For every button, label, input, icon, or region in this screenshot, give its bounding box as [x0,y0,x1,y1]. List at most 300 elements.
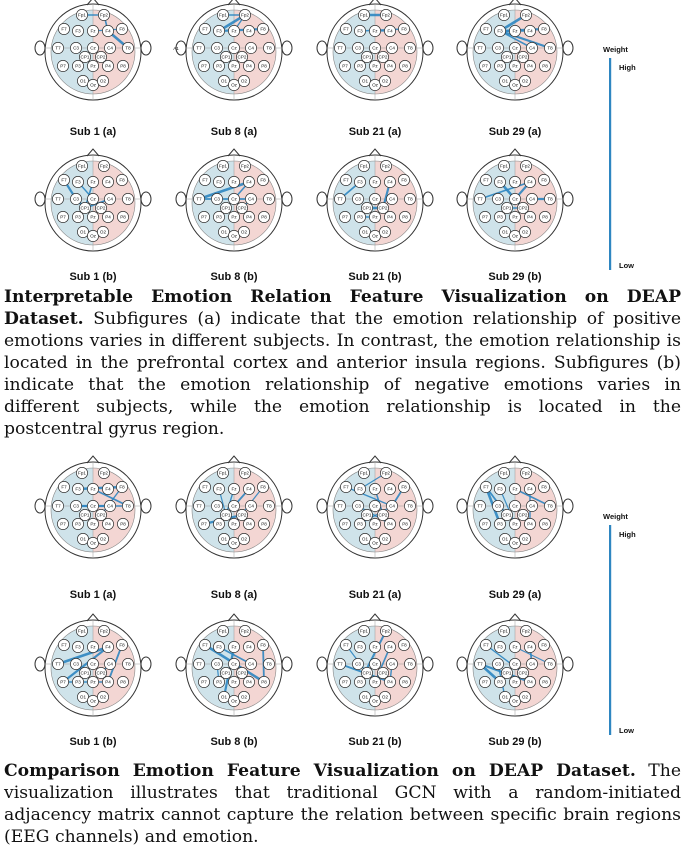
electrode-label-o1: O1 [361,229,369,235]
electrode-label-p7: P7 [482,63,488,69]
electrode-label-oz: Oz [512,698,518,704]
electrode-label-fz: Fz [90,644,96,650]
electrode-label-o1: O1 [501,78,509,84]
right-ear-icon [282,192,292,206]
electrode-label-pz: Pz [231,214,237,220]
weight-legend [603,45,636,270]
electrode-label-pz: Pz [90,521,96,527]
left-ear-icon [317,41,327,55]
electrode-label-pz: Pz [372,521,378,527]
electrode-label-o2: O2 [381,229,389,235]
electrode-label-p7: P7 [342,63,348,69]
electrode-label-pz: Pz [512,679,518,685]
electrode-label-c4: C4 [248,45,254,51]
electrode-label-f4: F4 [246,179,252,185]
electrode-label-fp2: Fp2 [100,163,108,169]
figure-2-caption [4,760,681,848]
right-ear-icon [141,499,151,513]
electrode-label-fp1: Fp1 [78,163,86,169]
right-ear-icon [423,499,433,513]
electrode-label-fp2: Fp2 [100,12,108,18]
electrode-label-f4: F4 [105,28,111,34]
electrode-label-oz: Oz [512,540,518,546]
electrode-label-o1: O1 [501,536,509,542]
electrode-label-p8: P8 [120,214,126,220]
electrode-label-t8: T8 [125,503,131,509]
electrode-label-t8: T8 [547,661,553,667]
electrode-label-fp2: Fp2 [100,470,108,476]
electrode-label-p3: P3 [497,679,503,685]
electrode-label-c3: C3 [355,661,361,667]
electrode-label-f7: F7 [343,642,349,648]
electrode-label-o2: O2 [521,536,529,542]
electrode-label-oz: Oz [372,698,378,704]
electrode-label-cp1: CP1 [80,670,90,676]
electrode-label-p8: P8 [402,63,408,69]
electrode-label-cp1: CP1 [362,670,372,676]
electrode-label-t7: T7 [477,661,483,667]
electrode-label-t8: T8 [407,45,413,51]
electrode-label-fz: Fz [512,644,518,650]
electrode-label-o1: O1 [361,78,369,84]
electrode-label-t7: T7 [477,196,483,202]
electrode-label-cp1: CP1 [362,54,372,60]
electrode-label-t7: T7 [196,196,202,202]
figure-2-canvas [0,455,685,755]
electrode-label-cp1: CP1 [502,670,512,676]
electrode-label-fp1: Fp1 [500,628,508,634]
electrode-label-o1: O1 [79,78,87,84]
electrode-label-f7: F7 [202,484,208,490]
left-ear-icon [176,657,186,671]
electrode-label-p7: P7 [342,521,348,527]
electrode-label-cz: Cz [90,45,96,51]
electrode-label-fz: Fz [90,179,96,185]
electrode-label-f4: F4 [387,486,393,492]
electrode-label-cp2: CP2 [378,54,388,60]
electrode-label-t8: T8 [266,503,272,509]
electrode-label-f8: F8 [541,484,547,490]
electrode-label-p4: P4 [387,679,393,685]
electrode-label-p3: P3 [75,521,81,527]
electrode-label-o2: O2 [240,78,248,84]
figure-2 [0,455,685,755]
electrode-label-p7: P7 [60,521,66,527]
subfigure-label: Sub 8 (a) [210,589,258,601]
electrode-label-fp2: Fp2 [522,470,530,476]
electrode-label-c4: C4 [529,45,535,51]
electrode-label-f3: F3 [497,179,503,185]
electrode-label-p7: P7 [201,521,207,527]
electrode-label-t7: T7 [55,661,61,667]
electrode-label-p3: P3 [75,679,81,685]
electrode-label-t7: T7 [477,503,483,509]
eeg-head-map [317,0,433,100]
electrode-label-f7: F7 [61,177,67,183]
right-ear-icon [563,192,573,206]
electrode-label-p4: P4 [527,214,533,220]
right-ear-icon [282,499,292,513]
electrode-label-t8: T8 [125,196,131,202]
electrode-label-cz: Cz [512,45,518,51]
electrode-label-c3: C3 [495,503,501,509]
electrode-label-p8: P8 [261,679,267,685]
eeg-head-map [317,614,433,716]
electrode-label-f8: F8 [401,26,407,32]
eeg-head-map [176,614,292,716]
electrode-label-c3: C3 [355,196,361,202]
eeg-head-map [176,456,292,558]
electrode-label-pz: Pz [231,521,237,527]
electrode-label-t8: T8 [266,661,272,667]
electrode-label-f8: F8 [541,642,547,648]
electrode-label-f3: F3 [497,486,503,492]
electrode-label-fp1: Fp1 [360,12,368,18]
electrode-label-f7: F7 [343,26,349,32]
electrode-label-p8: P8 [120,521,126,527]
eeg-head-map [176,149,292,251]
electrode-label-p4: P4 [246,63,252,69]
left-ear-icon [457,657,467,671]
electrode-label-cp2: CP2 [96,205,106,211]
weight-legend-high: High [619,530,636,539]
electrode-label-o1: O1 [361,694,369,700]
right-ear-icon [282,657,292,671]
electrode-label-fz: Fz [372,486,378,492]
electrode-label-cp2: CP2 [518,54,528,60]
electrode-label-cp1: CP1 [221,670,231,676]
electrode-label-t7: T7 [337,196,343,202]
electrode-label-c4: C4 [389,45,395,51]
electrode-label-p8: P8 [120,679,126,685]
electrode-label-fz: Fz [512,28,518,34]
electrode-label-f8: F8 [260,177,266,183]
eeg-head-map [35,456,151,558]
electrode-label-o2: O2 [240,536,248,542]
electrode-label-fp2: Fp2 [100,628,108,634]
left-ear-icon [35,192,45,206]
electrode-label-t7: T7 [196,661,202,667]
electrode-label-c3: C3 [214,661,220,667]
electrode-label-o1: O1 [79,536,87,542]
electrode-label-pz: Pz [90,679,96,685]
electrode-label-f3: F3 [357,179,363,185]
electrode-label-fp2: Fp2 [241,163,249,169]
electrode-label-t8: T8 [547,503,553,509]
electrode-label-f8: F8 [401,642,407,648]
electrode-label-cp1: CP1 [221,54,231,60]
subfigure-label: Sub 8 (a) [210,126,258,138]
electrode-label-fz: Fz [231,486,237,492]
electrode-label-c4: C4 [107,661,113,667]
weight-legend-title: Weight [603,512,628,521]
right-ear-icon [282,41,292,55]
electrode-label-p4: P4 [527,521,533,527]
electrode-label-f3: F3 [216,179,222,185]
electrode-label-c3: C3 [73,45,79,51]
electrode-label-cp1: CP1 [362,512,372,518]
left-ear-icon [457,192,467,206]
electrode-label-fp2: Fp2 [382,163,390,169]
electrode-label-fp1: Fp1 [360,470,368,476]
eeg-head-map [317,456,433,558]
electrode-label-t7: T7 [337,503,343,509]
electrode-label-c3: C3 [73,661,79,667]
electrode-label-o2: O2 [99,536,107,542]
electrode-label-f7: F7 [202,177,208,183]
electrode-label-p7: P7 [201,63,207,69]
eeg-head-map [317,149,433,251]
electrode-label-f3: F3 [357,28,363,34]
electrode-label-pz: Pz [231,679,237,685]
weight-legend-low: Low [619,261,634,270]
electrode-label-f3: F3 [75,179,81,185]
electrode-label-p3: P3 [216,214,222,220]
left-ear-icon [176,499,186,513]
electrode-label-fz: Fz [512,179,518,185]
electrode-label-o1: O1 [501,229,509,235]
electrode-label-p7: P7 [60,63,66,69]
electrode-label-o2: O2 [99,78,107,84]
figure-1-canvas [0,0,685,285]
electrode-label-fp1: Fp1 [500,12,508,18]
subfigure-label: Sub 29 (b) [488,271,542,283]
electrode-label-p7: P7 [60,679,66,685]
electrode-label-pz: Pz [512,214,518,220]
electrode-label-p7: P7 [482,521,488,527]
left-ear-icon [457,499,467,513]
electrode-label-f4: F4 [246,486,252,492]
subfigure-label: Sub 29 (a) [488,126,542,138]
electrode-label-fz: Fz [231,644,237,650]
electrode-label-cz: Cz [372,503,378,509]
left-ear-icon [457,41,467,55]
electrode-label-t8: T8 [266,45,272,51]
electrode-label-f8: F8 [401,484,407,490]
electrode-label-p3: P3 [216,679,222,685]
electrode-label-cz: Cz [512,503,518,509]
electrode-label-c4: C4 [389,661,395,667]
electrode-label-o1: O1 [220,78,228,84]
electrode-label-f3: F3 [497,28,503,34]
electrode-label-fp1: Fp1 [78,470,86,476]
electrode-label-cp1: CP1 [502,205,512,211]
eeg-head-map [35,614,151,716]
electrode-label-p7: P7 [201,679,207,685]
electrode-label-t7: T7 [55,196,61,202]
subfigure-label: Sub 8 (b) [210,736,258,748]
electrode-label-fp2: Fp2 [382,12,390,18]
weight-legend [603,512,636,735]
electrode-label-cz: Cz [90,661,96,667]
electrode-label-p3: P3 [357,521,363,527]
electrode-label-p4: P4 [105,214,111,220]
electrode-label-f4: F4 [527,28,533,34]
electrode-label-cp2: CP2 [96,54,106,60]
electrode-label-fp1: Fp1 [219,163,227,169]
electrode-label-cp1: CP1 [80,205,90,211]
electrode-label-f8: F8 [260,484,266,490]
electrode-label-c4: C4 [389,196,395,202]
electrode-label-t8: T8 [407,661,413,667]
right-ear-icon [423,192,433,206]
electrode-label-p3: P3 [497,214,503,220]
electrode-label-fp2: Fp2 [241,470,249,476]
electrode-label-c4: C4 [248,503,254,509]
eeg-head-map [35,0,151,100]
electrode-label-p8: P8 [542,521,548,527]
electrode-label-fp2: Fp2 [522,628,530,634]
electrode-label-p8: P8 [261,521,267,527]
electrode-label-f7: F7 [61,484,67,490]
electrode-label-o1: O1 [220,694,228,700]
figure-1-caption-title: Interpretable Emotion Relation Feature Visualization on DEAP Dataset. [4,287,681,329]
weight-legend-bar [609,525,611,735]
electrode-label-fp1: Fp1 [219,628,227,634]
electrode-label-p4: P4 [246,214,252,220]
electrode-label-c4: C4 [107,503,113,509]
electrode-label-pz: Pz [372,214,378,220]
electrode-label-f7: F7 [343,177,349,183]
electrode-label-p7: P7 [342,679,348,685]
electrode-label-cp2: CP2 [378,670,388,676]
electrode-label-f3: F3 [357,486,363,492]
eeg-head-map [457,456,573,558]
electrode-label-fp1: Fp1 [360,628,368,634]
electrode-label-f4: F4 [387,644,393,650]
electrode-label-p3: P3 [216,521,222,527]
electrode-label-pz: Pz [512,63,518,69]
electrode-label-t7: T7 [477,45,483,51]
figure-2-caption-body: The visualization illustrates that traditional GCN with a random-initiated adjacency matrix cannot capture the relation between specific brain regions (EEG channels) and emotion. [4,761,682,847]
electrode-label-pz: Pz [372,63,378,69]
electrode-label-f8: F8 [119,177,125,183]
electrode-label-cz: Cz [231,196,237,202]
subfigure-label: Sub 21 (b) [348,736,402,748]
electrode-label-oz: Oz [231,82,237,88]
electrode-label-p8: P8 [402,521,408,527]
subfigure-label: Sub 1 (b) [69,271,117,283]
electrode-label-p4: P4 [387,214,393,220]
electrode-label-c3: C3 [73,196,79,202]
electrode-label-cp1: CP1 [221,205,231,211]
electrode-label-p7: P7 [342,214,348,220]
electrode-label-p3: P3 [357,214,363,220]
electrode-label-cz: Cz [231,503,237,509]
eeg-head-map [457,149,573,251]
electrode-label-cp1: CP1 [502,512,512,518]
electrode-label-fp1: Fp1 [78,628,86,634]
electrode-label-f3: F3 [216,486,222,492]
electrode-label-cp1: CP1 [502,54,512,60]
electrode-label-f4: F4 [387,179,393,185]
electrode-label-oz: Oz [372,82,378,88]
electrode-label-fz: Fz [231,28,237,34]
left-ear-icon [35,499,45,513]
electrode-label-fz: Fz [372,179,378,185]
electrode-label-o2: O2 [521,229,529,235]
electrode-label-c3: C3 [495,661,501,667]
electrode-label-o1: O1 [501,694,509,700]
electrode-label-t8: T8 [266,196,272,202]
subfigure-label: Sub 1 (a) [69,126,117,138]
electrode-label-oz: Oz [231,698,237,704]
electrode-label-cz: Cz [90,196,96,202]
electrode-label-f7: F7 [483,484,489,490]
electrode-label-f8: F8 [541,177,547,183]
electrode-label-t8: T8 [547,45,553,51]
electrode-label-f4: F4 [105,179,111,185]
electrode-label-oz: Oz [372,233,378,239]
electrode-label-oz: Oz [231,540,237,546]
electrode-label-p3: P3 [357,679,363,685]
electrode-label-f7: F7 [61,642,67,648]
electrode-label-c4: C4 [107,196,113,202]
electrode-label-p8: P8 [261,63,267,69]
electrode-label-p3: P3 [216,63,222,69]
electrode-label-p4: P4 [105,679,111,685]
electrode-label-p3: P3 [497,521,503,527]
left-ear-icon [317,657,327,671]
electrode-label-c3: C3 [214,196,220,202]
electrode-label-f3: F3 [497,644,503,650]
electrode-label-cz: Cz [231,661,237,667]
electrode-label-f3: F3 [216,28,222,34]
left-ear-icon [35,657,45,671]
electrode-label-cp2: CP2 [237,54,247,60]
electrode-label-t8: T8 [407,196,413,202]
left-ear-icon [317,192,327,206]
electrode-label-f4: F4 [246,644,252,650]
electrode-label-c3: C3 [214,503,220,509]
electrode-label-f7: F7 [483,26,489,32]
figure-1-caption [4,286,681,440]
electrode-label-f7: F7 [202,26,208,32]
electrode-label-p8: P8 [402,679,408,685]
electrode-label-o2: O2 [521,694,529,700]
electrode-label-c3: C3 [355,45,361,51]
electrode-label-f3: F3 [357,644,363,650]
right-ear-icon [141,192,151,206]
electrode-label-fp1: Fp1 [500,163,508,169]
weight-legend-title: Weight [603,45,628,54]
electrode-label-f4: F4 [387,28,393,34]
eeg-head-map [173,0,292,100]
electrode-label-pz: Pz [231,63,237,69]
electrode-label-oz: Oz [90,540,96,546]
electrode-label-a1: A1 [173,46,179,51]
electrode-label-c4: C4 [529,661,535,667]
electrode-label-fp2: Fp2 [522,163,530,169]
left-ear-icon [176,192,186,206]
electrode-label-p4: P4 [105,63,111,69]
subfigure-label: Sub 21 (a) [348,126,402,138]
electrode-label-f3: F3 [75,28,81,34]
electrode-label-p4: P4 [527,679,533,685]
electrode-label-o2: O2 [99,694,107,700]
electrode-label-cp2: CP2 [518,512,528,518]
electrode-label-fp2: Fp2 [241,628,249,634]
electrode-label-oz: Oz [231,233,237,239]
figure-1-caption-body: Subfigures (a) indicate that the emotion relationship of positive emotions varies in different subjects. In contrast, the emotion relationship is located in the prefrontal cortex and anterior insula regions. Subfigures (b) indicate that the emotion relationship of negative emotions varies in different subjects, while the emotion relationship is located in the postcentral gyrus region. [4,309,681,439]
electrode-label-o2: O2 [381,78,389,84]
electrode-label-f8: F8 [541,26,547,32]
electrode-label-t7: T7 [55,503,61,509]
electrode-label-o2: O2 [240,694,248,700]
electrode-label-f7: F7 [61,26,67,32]
electrode-label-f3: F3 [75,486,81,492]
electrode-label-cp2: CP2 [237,512,247,518]
